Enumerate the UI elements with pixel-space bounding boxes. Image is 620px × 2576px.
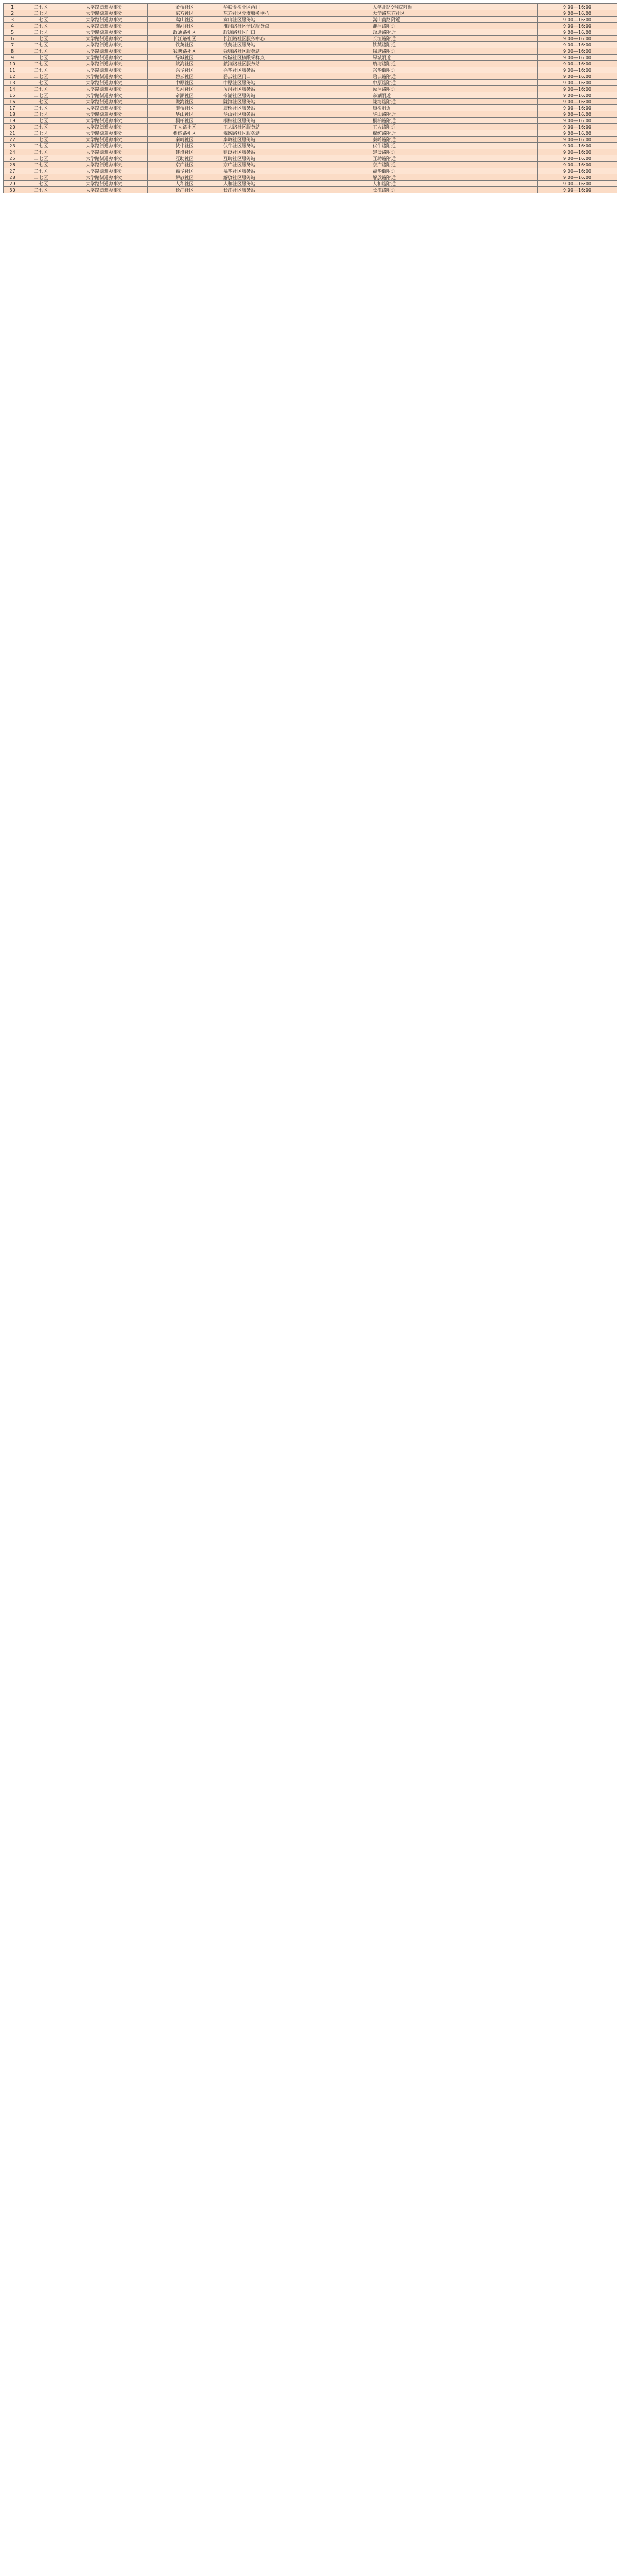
- district-cell: 二七区: [21, 55, 61, 61]
- site-name-cell: 钱塘路社区服务站: [222, 48, 371, 55]
- table-row: [4, 174, 617, 181]
- address-cell: 航海路附近: [371, 61, 538, 67]
- hours-cell: 9:00—16:00: [538, 42, 617, 48]
- address-cell: 建设路附近: [371, 149, 538, 155]
- subdistrict-cell: 大学路街道办事处: [61, 48, 148, 55]
- site-name-cell: 福华社区服务站: [222, 168, 371, 174]
- site-name-cell: 互助社区服务站: [222, 155, 371, 162]
- hours-cell: 9:00—16:00: [538, 168, 617, 174]
- address-cell: 人和路附近: [371, 181, 538, 187]
- address-cell: 大学北路9号院附近: [371, 4, 538, 10]
- table-row: [4, 143, 617, 149]
- address-cell: 棉纺路附近: [371, 130, 538, 137]
- subdistrict-cell: 大学路街道办事处: [61, 17, 148, 23]
- row-number: 6: [4, 36, 21, 42]
- subdistrict-cell: 大学路街道办事处: [61, 162, 148, 168]
- table-row: [4, 105, 617, 111]
- site-name-cell: 华山社区服务站: [222, 111, 371, 118]
- address-cell: 华山路附近: [371, 111, 538, 118]
- table-row: [4, 10, 617, 17]
- table-row: [4, 111, 617, 118]
- community-cell: 碧云社区: [148, 73, 222, 80]
- row-number: 28: [4, 174, 21, 181]
- district-cell: 二七区: [21, 149, 61, 155]
- table-row: [4, 86, 617, 92]
- community-cell: 长江社区: [148, 187, 222, 193]
- subdistrict-cell: 大学路街道办事处: [61, 143, 148, 149]
- hours-cell: 9:00—16:00: [538, 92, 617, 99]
- community-cell: 陇海社区: [148, 99, 222, 105]
- table-row: [4, 29, 617, 36]
- row-number: 4: [4, 23, 21, 29]
- community-cell: 棉纺路社区: [148, 130, 222, 137]
- community-cell: 长江路社区: [148, 36, 222, 42]
- row-number: 21: [4, 130, 21, 137]
- hours-cell: 9:00—16:00: [538, 174, 617, 181]
- subdistrict-cell: 大学路街道办事处: [61, 67, 148, 73]
- row-number: 23: [4, 143, 21, 149]
- district-cell: 二七区: [21, 187, 61, 193]
- row-number: 7: [4, 42, 21, 48]
- table-row: [4, 67, 617, 73]
- community-cell: 人和社区: [148, 181, 222, 187]
- site-name-cell: 工人路社区服务站: [222, 124, 371, 130]
- subdistrict-cell: 大学路街道办事处: [61, 137, 148, 143]
- table-row: [4, 187, 617, 193]
- site-name-cell: 长江路社区服务中心: [222, 36, 371, 42]
- community-cell: 航海社区: [148, 61, 222, 67]
- address-cell: 解放路附近: [371, 174, 538, 181]
- address-cell: 福华街附近: [371, 168, 538, 174]
- address-cell: 长江路附近: [371, 187, 538, 193]
- row-number: 8: [4, 48, 21, 55]
- subdistrict-cell: 大学路街道办事处: [61, 105, 148, 111]
- district-cell: 二七区: [21, 10, 61, 17]
- table-row: [4, 149, 617, 155]
- hours-cell: 9:00—16:00: [538, 36, 617, 42]
- row-number: 30: [4, 187, 21, 193]
- community-cell: 东方社区: [148, 10, 222, 17]
- subdistrict-cell: 大学路街道办事处: [61, 80, 148, 86]
- hours-cell: 9:00—16:00: [538, 130, 617, 137]
- community-cell: 伏牛社区: [148, 143, 222, 149]
- hours-cell: 9:00—16:00: [538, 4, 617, 10]
- site-name-cell: 航海路社区服务站: [222, 61, 371, 67]
- subdistrict-cell: 大学路街道办事处: [61, 187, 148, 193]
- site-name-cell: 京广社区服务站: [222, 162, 371, 168]
- district-cell: 二七区: [21, 143, 61, 149]
- hours-cell: 9:00—16:00: [538, 124, 617, 130]
- row-number: 1: [4, 4, 21, 10]
- address-cell: 帝湖附近: [371, 92, 538, 99]
- hours-cell: 9:00—16:00: [538, 67, 617, 73]
- site-name-cell: 人和社区服务站: [222, 181, 371, 187]
- address-cell: 绿城附近: [371, 55, 538, 61]
- site-name-cell: 秦岭社区服务站: [222, 137, 371, 143]
- community-cell: 嵩山社区: [148, 17, 222, 23]
- subdistrict-cell: 大学路街道办事处: [61, 174, 148, 181]
- row-number: 18: [4, 111, 21, 118]
- row-number: 3: [4, 17, 21, 23]
- community-cell: 建设社区: [148, 149, 222, 155]
- row-number: 27: [4, 168, 21, 174]
- address-cell: 政通路附近: [371, 29, 538, 36]
- district-cell: 二七区: [21, 61, 61, 67]
- community-cell: 政通路社区: [148, 29, 222, 36]
- address-cell: 工人路附近: [371, 124, 538, 130]
- community-cell: 解放社区: [148, 174, 222, 181]
- district-cell: 二七区: [21, 23, 61, 29]
- site-name-cell: 嵩山社区服务站: [222, 17, 371, 23]
- hours-cell: 9:00—16:00: [538, 55, 617, 61]
- subdistrict-cell: 大学路街道办事处: [61, 73, 148, 80]
- table-row: [4, 130, 617, 137]
- district-cell: 二七区: [21, 99, 61, 105]
- site-name-cell: 中原社区服务站: [222, 80, 371, 86]
- district-cell: 二七区: [21, 73, 61, 80]
- subdistrict-cell: 大学路街道办事处: [61, 10, 148, 17]
- community-cell: 铁英社区: [148, 42, 222, 48]
- community-cell: 兴华社区: [148, 67, 222, 73]
- community-cell: 互助社区: [148, 155, 222, 162]
- address-cell: 伏牛路附近: [371, 143, 538, 149]
- hours-cell: 9:00—16:00: [538, 181, 617, 187]
- community-cell: 淮河社区: [148, 23, 222, 29]
- hours-cell: 9:00—16:00: [538, 86, 617, 92]
- address-cell: 秦岭路附近: [371, 137, 538, 143]
- hours-cell: 9:00—16:00: [538, 73, 617, 80]
- site-name-cell: 棉纺路社区服务站: [222, 130, 371, 137]
- row-number: 19: [4, 118, 21, 124]
- site-name-cell: 碧云社区门口: [222, 73, 371, 80]
- sampling-site-table: [3, 3, 617, 193]
- site-name-cell: 绿城社区核酸采样点: [222, 55, 371, 61]
- district-cell: 二七区: [21, 67, 61, 73]
- community-cell: 福华社区: [148, 168, 222, 174]
- site-name-cell: 建设社区服务站: [222, 149, 371, 155]
- subdistrict-cell: 大学路街道办事处: [61, 155, 148, 162]
- site-name-cell: 汝河社区服务站: [222, 86, 371, 92]
- district-cell: 二七区: [21, 17, 61, 23]
- hours-cell: 9:00—16:00: [538, 137, 617, 143]
- community-cell: 中原社区: [148, 80, 222, 86]
- row-number: 12: [4, 73, 21, 80]
- district-cell: 二七区: [21, 36, 61, 42]
- hours-cell: 9:00—16:00: [538, 143, 617, 149]
- community-cell: 工人路社区: [148, 124, 222, 130]
- address-cell: 嵩山南路附近: [371, 17, 538, 23]
- community-cell: 汝河社区: [148, 86, 222, 92]
- community-cell: 钱塘路社区: [148, 48, 222, 55]
- table-row: [4, 137, 617, 143]
- hours-cell: 9:00—16:00: [538, 80, 617, 86]
- hours-cell: 9:00—16:00: [538, 187, 617, 193]
- address-cell: 长江路附近: [371, 36, 538, 42]
- table-row: [4, 17, 617, 23]
- district-cell: 二七区: [21, 124, 61, 130]
- subdistrict-cell: 大学路街道办事处: [61, 124, 148, 130]
- row-number: 13: [4, 80, 21, 86]
- row-number: 29: [4, 181, 21, 187]
- subdistrict-cell: 大学路街道办事处: [61, 99, 148, 105]
- community-cell: 康桥社区: [148, 105, 222, 111]
- hours-cell: 9:00—16:00: [538, 99, 617, 105]
- address-cell: 中原路附近: [371, 80, 538, 86]
- district-cell: 二七区: [21, 162, 61, 168]
- table-row: [4, 23, 617, 29]
- subdistrict-cell: 大学路街道办事处: [61, 92, 148, 99]
- address-cell: 京广路附近: [371, 162, 538, 168]
- address-cell: 大学路东方社区: [371, 10, 538, 17]
- district-cell: 二七区: [21, 86, 61, 92]
- subdistrict-cell: 大学路街道办事处: [61, 181, 148, 187]
- district-cell: 二七区: [21, 80, 61, 86]
- address-cell: 铁英路附近: [371, 42, 538, 48]
- district-cell: 二七区: [21, 130, 61, 137]
- row-number: 26: [4, 162, 21, 168]
- district-cell: 二七区: [21, 181, 61, 187]
- subdistrict-cell: 大学路街道办事处: [61, 168, 148, 174]
- table-row: [4, 118, 617, 124]
- site-name-cell: 政通路社区门口: [222, 29, 371, 36]
- district-cell: 二七区: [21, 137, 61, 143]
- table-row: [4, 73, 617, 80]
- hours-cell: 9:00—16:00: [538, 23, 617, 29]
- hours-cell: 9:00—16:00: [538, 155, 617, 162]
- district-cell: 二七区: [21, 118, 61, 124]
- subdistrict-cell: 大学路街道办事处: [61, 149, 148, 155]
- address-cell: 康桥附近: [371, 105, 538, 111]
- site-name-cell: 长江社区服务站: [222, 187, 371, 193]
- hours-cell: 9:00—16:00: [538, 162, 617, 168]
- table-row: [4, 4, 617, 10]
- community-cell: 桐柏社区: [148, 118, 222, 124]
- table-row: [4, 124, 617, 130]
- site-name-cell: 帝湖社区服务站: [222, 92, 371, 99]
- hours-cell: 9:00—16:00: [538, 118, 617, 124]
- hours-cell: 9:00—16:00: [538, 105, 617, 111]
- district-cell: 二七区: [21, 174, 61, 181]
- site-name-cell: 解放社区服务站: [222, 174, 371, 181]
- subdistrict-cell: 大学路街道办事处: [61, 118, 148, 124]
- address-cell: 碧云路附近: [371, 73, 538, 80]
- subdistrict-cell: 大学路街道办事处: [61, 36, 148, 42]
- table-row: [4, 181, 617, 187]
- community-cell: 金桥社区: [148, 4, 222, 10]
- row-number: 25: [4, 155, 21, 162]
- table-row: [4, 55, 617, 61]
- site-name-cell: 华联金桥小区西门: [222, 4, 371, 10]
- district-cell: 二七区: [21, 111, 61, 118]
- site-name-cell: 康桥社区服务站: [222, 105, 371, 111]
- subdistrict-cell: 大学路街道办事处: [61, 86, 148, 92]
- row-number: 16: [4, 99, 21, 105]
- address-cell: 桐柏路附近: [371, 118, 538, 124]
- row-number: 5: [4, 29, 21, 36]
- community-cell: 帝湖社区: [148, 92, 222, 99]
- site-name-cell: 东方社区党群服务中心: [222, 10, 371, 17]
- subdistrict-cell: 大学路街道办事处: [61, 61, 148, 67]
- subdistrict-cell: 大学路街道办事处: [61, 4, 148, 10]
- district-cell: 二七区: [21, 29, 61, 36]
- community-cell: 京广社区: [148, 162, 222, 168]
- hours-cell: 9:00—16:00: [538, 10, 617, 17]
- community-cell: 华山社区: [148, 111, 222, 118]
- community-cell: 绿城社区: [148, 55, 222, 61]
- table-container: [3, 3, 617, 2573]
- hours-cell: 9:00—16:00: [538, 29, 617, 36]
- hours-cell: 9:00—16:00: [538, 149, 617, 155]
- table-row: [4, 99, 617, 105]
- row-number: 20: [4, 124, 21, 130]
- row-number: 10: [4, 61, 21, 67]
- row-number: 22: [4, 137, 21, 143]
- hours-cell: 9:00—16:00: [538, 61, 617, 67]
- address-cell: 汝河路附近: [371, 86, 538, 92]
- hours-cell: 9:00—16:00: [538, 17, 617, 23]
- row-number: 2: [4, 10, 21, 17]
- hours-cell: 9:00—16:00: [538, 48, 617, 55]
- table-row: [4, 48, 617, 55]
- site-name-cell: 陇海社区服务站: [222, 99, 371, 105]
- row-number: 11: [4, 67, 21, 73]
- table-row: [4, 80, 617, 86]
- table-row: [4, 61, 617, 67]
- hours-cell: 9:00—16:00: [538, 111, 617, 118]
- subdistrict-cell: 大学路街道办事处: [61, 130, 148, 137]
- district-cell: 二七区: [21, 4, 61, 10]
- district-cell: 二七区: [21, 155, 61, 162]
- district-cell: 二七区: [21, 105, 61, 111]
- table-row: [4, 162, 617, 168]
- subdistrict-cell: 大学路街道办事处: [61, 55, 148, 61]
- address-cell: 钱塘路附近: [371, 48, 538, 55]
- subdistrict-cell: 大学路街道办事处: [61, 29, 148, 36]
- address-cell: 陇海路附近: [371, 99, 538, 105]
- site-name-cell: 兴华社区服务站: [222, 67, 371, 73]
- address-cell: 互助路附近: [371, 155, 538, 162]
- subdistrict-cell: 大学路街道办事处: [61, 111, 148, 118]
- subdistrict-cell: 大学路街道办事处: [61, 42, 148, 48]
- row-number: 15: [4, 92, 21, 99]
- district-cell: 二七区: [21, 42, 61, 48]
- district-cell: 二七区: [21, 48, 61, 55]
- table-body: [4, 4, 617, 193]
- row-number: 14: [4, 86, 21, 92]
- district-cell: 二七区: [21, 92, 61, 99]
- table-row: [4, 92, 617, 99]
- address-cell: 淮河路附近: [371, 23, 538, 29]
- table-row: [4, 36, 617, 42]
- row-number: 17: [4, 105, 21, 111]
- site-name-cell: 铁英社区服务站: [222, 42, 371, 48]
- district-cell: 二七区: [21, 168, 61, 174]
- row-number: 24: [4, 149, 21, 155]
- address-cell: 兴华街附近: [371, 67, 538, 73]
- site-name-cell: 淮河路社区便民服务点: [222, 23, 371, 29]
- table-row: [4, 168, 617, 174]
- table-row: [4, 42, 617, 48]
- row-number: 9: [4, 55, 21, 61]
- table-row: [4, 155, 617, 162]
- site-name-cell: 伏牛社区服务站: [222, 143, 371, 149]
- subdistrict-cell: 大学路街道办事处: [61, 23, 148, 29]
- community-cell: 秦岭社区: [148, 137, 222, 143]
- site-name-cell: 桐柏社区服务站: [222, 118, 371, 124]
